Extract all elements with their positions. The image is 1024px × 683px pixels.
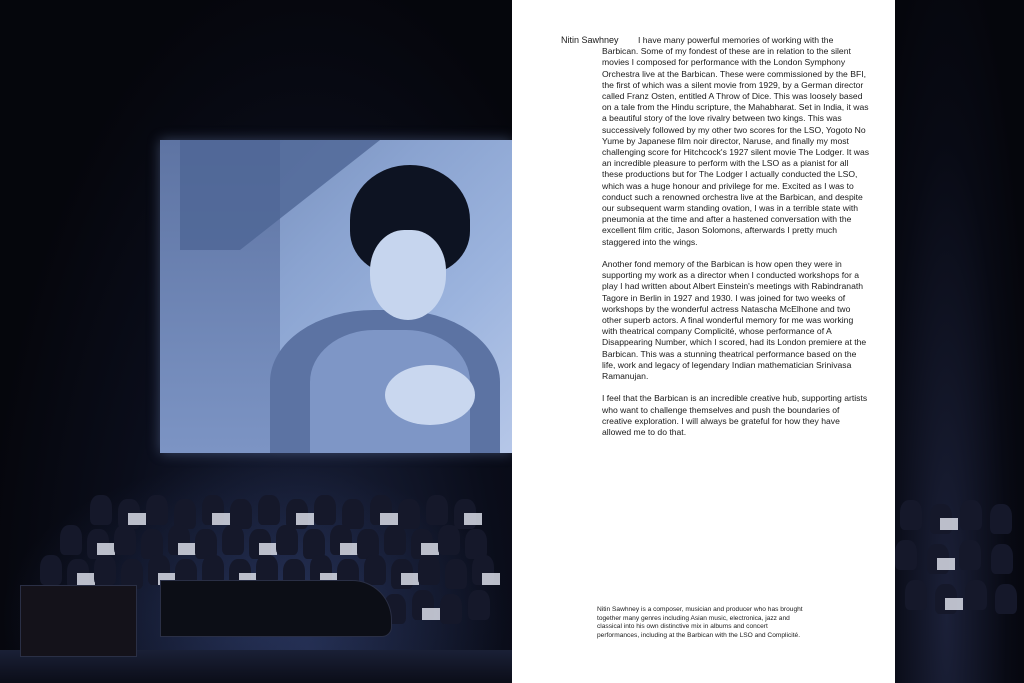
music-stand [940, 518, 958, 530]
musician-silhouette [445, 559, 467, 589]
music-stand [421, 543, 439, 555]
music-stand [945, 598, 963, 610]
music-stand [77, 573, 95, 585]
musician-silhouette [965, 580, 987, 610]
music-stand [464, 513, 482, 525]
musician-silhouette [991, 544, 1013, 574]
musician-silhouette [895, 540, 917, 570]
music-stand [178, 543, 196, 555]
music-stand [401, 573, 419, 585]
musician-silhouette [384, 525, 406, 555]
musician-silhouette [900, 500, 922, 530]
musician-silhouette [468, 590, 490, 620]
essay-body [602, 35, 870, 449]
musician-silhouette [905, 580, 927, 610]
music-stand [422, 608, 440, 620]
musician-silhouette [426, 495, 448, 525]
essay-paragraph: Another fond memory of the Barbican is how open they were in supporting my work as a director when I conducted workshops for a play I had written about Albert Einstein's meetings with Rabindranath Tagore in Berlin in 1927 and 1930. I was joined for two weeks of workshops by the wonderful actress Natascha McElhone and two other superb actors. A final wonderful memory for me was working with theatrical company Complicité, whose performance of A Disappearing Number, which I scored, had its London premiere at the Barbican. This was a stunning theatrical performance based on the life, work and legacy of legendary Indian mathematician Srinivasa Ramanujan. [602, 259, 867, 382]
music-stand [340, 543, 358, 555]
musician-silhouette [418, 555, 440, 585]
musician-silhouette [990, 504, 1012, 534]
text-page [512, 0, 895, 683]
grand-piano [160, 580, 392, 637]
musician-silhouette [995, 584, 1017, 614]
musician-silhouette [146, 495, 168, 525]
musician-silhouette [364, 555, 386, 585]
musician-silhouette [60, 525, 82, 555]
musician-silhouette [314, 495, 336, 525]
music-stand [937, 558, 955, 570]
musician-silhouette [440, 594, 462, 624]
musician-silhouette [114, 525, 136, 555]
essay-paragraph: I have many powerful memories of working with the Barbican. Some of my fondest of these are in relation to the silent movies I composed for performance with the London Symphony Orchestra live at the Barbican. These were commissioned by the BFI, the first of which was a silent movie from 1929, by a German director called Franz Osten, entitled A Throw of Dice. This was loosely based on a tale from the Hindu scripture, the Mahabharat. Set in India, it was a beautiful story of the love rivalry between two kings. This was successively followed by my other two scores for the LSO, Yogoto No Yume by Japanese film noir director, Naruse, and finally my most challenging score for Hitchcock's 1927 silent movie The Lodger. It was an incredible pleasure to perform with the LSO as a pianist for all these productions but for The Lodger I actually conducted the LSO, which was a huge honour and privilege for me. Excited as I was to conduct such a renowned orchestra live at the Barbican, and despite our subsequent warm standing ovation, I was in a terrible state with pneumonia at the time and after a hastened conversation with the excellent film critic, Jason Solomons, afterwards I pretty much staggered into the wings. [602, 35, 870, 247]
upright-piano [20, 585, 137, 657]
author-bio: Nitin Sawhney is a composer, musician and producer who has brought together many genres including Asian music, electronica, jazz and classical into his own distinctive mix in albums and concert performances, including at the Barbican with the LSO and Complicité. [597, 606, 803, 639]
musician-silhouette [960, 500, 982, 530]
musician-silhouette [438, 525, 460, 555]
musician-silhouette [40, 555, 62, 585]
music-stand [259, 543, 277, 555]
music-stand [97, 543, 115, 555]
projection-screen [160, 140, 512, 453]
musician-silhouette [222, 525, 244, 555]
music-stand [380, 513, 398, 525]
musician-silhouette [90, 495, 112, 525]
music-stand [482, 573, 500, 585]
music-stand [212, 513, 230, 525]
music-stand [296, 513, 314, 525]
music-stand [128, 513, 146, 525]
author-name: Nitin Sawhney [561, 35, 619, 45]
musician-silhouette [398, 499, 420, 529]
musician-silhouette [959, 540, 981, 570]
musician-silhouette [258, 495, 280, 525]
concert-photo-right [895, 0, 1024, 683]
musician-silhouette [94, 555, 116, 585]
essay-paragraph: I feel that the Barbican is an incredible creative hub, supporting artists who want to challenge themselves and push the boundaries of creative exploration. I will always be grateful for how they have allowed me to do that. [602, 393, 868, 438]
musician-silhouette [276, 525, 298, 555]
